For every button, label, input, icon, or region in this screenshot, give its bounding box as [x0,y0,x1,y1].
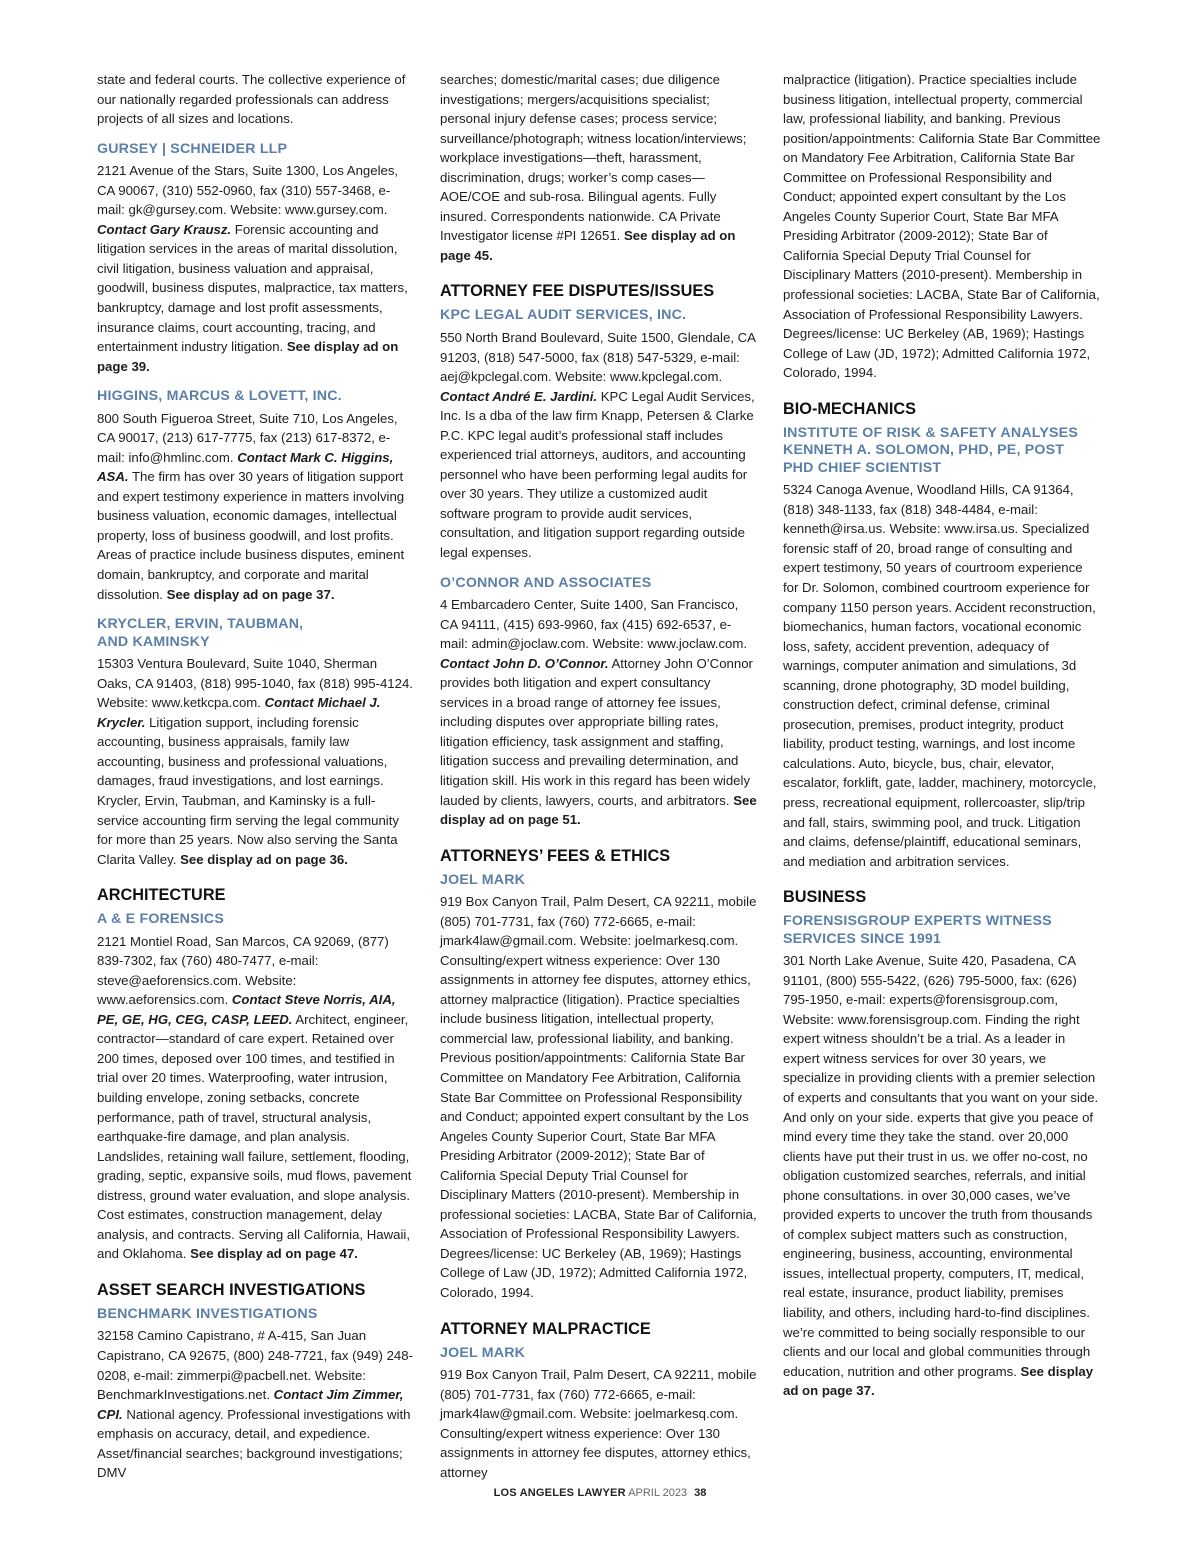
display-ad-reference: See display ad on page 51. [440,792,757,828]
listing-text: 5324 Canoga Avenue, Woodland Hills, CA 91364, (818) 348-1133, fax (818) 348-4484, e-mail: kenneth@irsa.us. Website: www.irsa.us. Specialized forensic staff of 20, broad range of consulting and expert testimony, 50 years of courtroom experience for Dr. Solomon, combined courtroom experience for company 1150 person years. Accident reconstruction, biomechanics, human factors, vocational economic loss, safety, accident prevention, adequacy of warnings, computer animation and simulations, 3d scanning, drone photography, 3D model building, construction defect, criminal defense, criminal prosecution, premises, product integrity, product liability, product testing, warnings, and lost income calculations. Auto, bicycle, bus, chair, elevator, escalator, forklift, gate, ladder, machinery, motorcycle, press, recreational equipment, rollercoaster, slip/trip and fall, stairs, swimming pool, and truck. Litigation and claims, defense/plaintiff, educational seminars, and mediation and arbitration services. [783,482,1097,869]
listing-entry [97,911,415,1264]
listing-contact: Contact John D. O’Connor. [440,655,609,671]
display-ad-reference: See display ad on page 36. [180,851,348,867]
listing-name: A & E FORENSICS [97,911,225,928]
listing-name: JOEL MARK [440,1344,526,1361]
listing-name: HIGGINS, MARCUS & LOVETT, INC. [97,388,342,405]
listing-entry [97,616,415,869]
section-heading: ASSET SEARCH INVESTIGATIONS [97,1280,366,1299]
listing-contact: Contact Michael J. Krycler. [97,695,381,730]
column-2 [440,70,758,1482]
listing-text: 2121 Avenue of the Stars, Suite 1300, Los Angeles, CA 90067, (310) 552-0960, fax (310) 557-3468, e-mail: gk@gursey.com. Website: www.gursey.com. Contact Gary Krausz. Forensic accounting and litigation services in the areas of marital dissolution, civil litigation, business valuation and appraisal, goodwill, business disputes, malpractice, tax matters, bankruptcy, damage and lost profit assessments, insurance claims, court accounting, tracing, and entertainment industry litigation. See display ad on page 39. [97,163,408,374]
listing-text: 301 North Lake Avenue, Suite 420, Pasadena, CA 91101, (800) 555-5422, (626) 795-5000, fax: (626) 795-1950, e-mail: experts@forensisgroup.com, Website: www.forensisgroup.com. Finding the right expert witness shouldn’t be a trial. As a leader in expert witness services for over 30 years, we specialize in providing clients with a premier selection of experts and consultants that you want on your side. And only on your side. experts that give you peace of mind every time they take the stand. over 20,000 clients have put their trust in us. we offer no-cost, no obligation customized searches, referrals, and initial phone consultations. in over 30,000 cases, we’ve provided experts to uncover the truth from thousands of complex subject matters such as construction, engineering, business, accounting, environmental issues, intellectual property, computers, IT, medical, real estate, insurance, product liability, premises liability, and others, including hard-to-find disciplines. we’re committed to being socially responsible to our clients and our local and global communities through education, nutrition and other programs. See display ad on page 37. [783,953,1099,1399]
listing-name: GURSEY | SCHNEIDER LLP [97,140,288,157]
listing-entry [440,307,758,562]
listing-entry [440,1345,758,1483]
listing-text: 15303 Ventura Boulevard, Suite 1040, Sherman Oaks, CA 91403, (818) 995-1040, fax (818) 995-4124. Website: www.ketkcpa.com. Contact Michael J. Krycler. Litigation support, including forensic accounting, business appraisals, family law accounting, business and professional valuations, damages, fraud investigations, and lost earnings. Krycler, Ervin, Taubman, and Kaminsky is a full-service accounting firm serving the legal community for more than 25 years. Now also serving the Santa Clarita Valley. See display ad on page 36. [97,656,413,867]
listing-contact: Contact Steve Norris, AIA, PE, GE, HG, CEG, CASP, LEED. [97,992,396,1027]
listing-contact: Contact Jim Zimmer, CPI. [97,1387,404,1422]
listing-text: 919 Box Canyon Trail, Palm Desert, CA 92211, mobile (805) 701-7731, fax (760) 772-6665, e-mail: jmark4law@gmail.com. Website: joelmarkesq.com. Consulting/expert witness experience: Over 130 assignments in attorney fee disputes, attorney ethics, attorney [440,1367,757,1480]
section-heading: ATTORNEY FEE DISPUTES/ISSUES [440,282,715,301]
page-footer [0,1487,1200,1499]
listing-name: KPC LEGAL AUDIT SERVICES, INC. [440,307,687,324]
column-1 [97,70,415,1483]
listing-entry [783,425,1101,871]
listing-entry [440,872,758,1303]
display-ad-reference: See display ad on page 45. [440,228,736,263]
listing-name: FORENSISGROUP EXPERTS WITNESS SERVICES SINCE 1991 [783,913,1052,947]
listing-text: 32158 Camino Capistrano, # A-415, San Juan Capistrano, CA 92675, (800) 248-7721, fax (949) 248-0208, e-mail: zimmerpi@pacbell.net. Website: BenchmarkInvestigations.net. Contact Jim Zimmer, CPI. National agency. Professional investigations with emphasis on accuracy, detail, and expedience. Asset/financial searches; background investigations; DMV [97,1328,413,1481]
issue-date: APRIL 2023 [628,1487,688,1499]
listing-name: O’CONNOR AND ASSOCIATES [440,574,652,591]
listing-contact: Contact Gary Krausz. [97,221,232,237]
listing-text: 2121 Montiel Road, San Marcos, CA 92069, (877) 839-7302, fax (760) 480-7477, e-mail: steve@aeforensics.com. Website: www.aeforensics.com. Contact Steve Norris, AIA, PE, GE, HG, CEG, CASP, LEED. Architect, engineer, contractor—standard of care expert. Retained over 200 times, deposed over 100 times, and testified in trial over 20 times. Waterproofing, water intrusion, building envelope, zoning setbacks, concrete performance, path of travel, structural analysis, earthquake-fire damage, and plan analysis. Landslides, retaining wall failure, settlement, flooding, grading, septic, expansive soils, mud flows, pavement distress, ground water evaluation, and slope analysis. Cost estimates, construction management, delay analysis, and contracts. Serving all California, Hawaii, and Oklahoma. See display ad on page 47. [97,933,412,1262]
section-heading: BIO-MECHANICS [783,399,916,418]
listing-entry [440,575,758,830]
listing-contact: Contact André E. Jardini. [440,388,598,404]
listing-text: 800 South Figueroa Street, Suite 710, Los Angeles, CA 90017, (213) 617-7775, fax (213) 617-8372, e-mail: info@hmlinc.com. Contact Mark C. Higgins, ASA. The firm has over 30 years of litigation support and expert testimony experience in matters involving business valuation, economic damages, intellectual property, loss of business goodwill, and lost profits. Areas of practice include business disputes, eminent domain, bankruptcy, and corporate and marital dissolution. See display ad on page 37. [97,410,405,602]
display-ad-reference: See display ad on page 47. [190,1246,358,1262]
page-number: 38 [694,1487,707,1499]
listing-text: 919 Box Canyon Trail, Palm Desert, CA 92211, mobile (805) 701-7731, fax (760) 772-6665, e-mail: jmark4law@gmail.com. Website: joelmarkesq.com. Consulting/expert witness experience: Over 130 assignments in attorney fee disputes, attorney ethics, attorney malpractice (litigation). Practice specialties include business litigation, intellectual property, commercial law, professional liability, and banking. Previous position/appointments: California State Bar Committee on Mandatory Fee Arbitration, California State Bar Committee on Professional Responsibility and Conduct; appointed expert consultant by the Los Angeles County Superior Court, State Bar MFA Presiding Arbitrator (2009-2012); State Bar of California Special Deputy Trial Counsel for Disciplinary Matters (2010-present). Membership in professional societies: LACBA, State Bar of California, Association of Professional Responsibility Lawyers. Degrees/license: UC Berkeley (AB, 1969); Hastings College of Law (JD, 1972); Admitted California 1972, Colorado, 1994. [440,894,757,1301]
listing-name: KRYCLER, ERVIN, TAUBMAN, AND KAMINSKY [97,616,304,650]
publication-name: LOS ANGELES LAWYER [493,1487,626,1499]
continued-text: searches; domestic/marital cases; due diligence investigations; mergers/acquisitions specialist; personal injury defense cases; process service; surveillance/photograph; witness location/interviews; workplace investigations—theft, harassment, discrimination, drugs; worker’s comp cases—AOE/COE and sub-rosa. Bilingual agents. Fully insured. Correspondents nationwide. CA Private Investigator license #PI 12651. See display ad on page 45. [440,72,747,263]
display-ad-reference: See display ad on page 37. [783,1363,1094,1399]
listing-entry [97,388,415,604]
section-heading: ATTORNEYS’ FEES & ETHICS [440,846,671,865]
display-ad-reference: See display ad on page 39. [97,339,399,374]
listing-text: 550 North Brand Boulevard, Suite 1500, Glendale, CA 91203, (818) 547-5000, fax (818) 547-5329, e-mail: aej@kpclegal.com. Website: www.kpclegal.com. Contact André E. Jardini. KPC Legal Audit Services, Inc. Is a dba of the law firm Knapp, Petersen & Clarke P.C. KPC legal audit’s professional staff includes experienced trial attorneys, auditors, and accounting personnel who have been performing legal audits for over 30 years. They utilize a customized audit software program to provide audit services, consultation, and litigation support regarding outside legal expenses. [440,329,756,560]
continued-text: malpractice (litigation). Practice specialties include business litigation, intellectual property, commercial law, professional liability, and banking. Previous position/appointments: California State Bar Committee on Mandatory Fee Arbitration, California State Bar Committee on Professional Responsibility and Conduct; appointed expert consultant by the Los Angeles County Superior Court, State Bar MFA Presiding Arbitrator (2009-2012); State Bar of California Special Deputy Trial Counsel for Disciplinary Matters (2010-present). Membership in professional societies: LACBA, State Bar of California, Association of Professional Responsibility Lawyers. Degrees/license: UC Berkeley (AB, 1969); Hastings College of Law (JD, 1972); Admitted California 1972, Colorado, 1994. [783,72,1101,381]
listing-name: INSTITUTE OF RISK & SAFETY ANALYSES KENNETH A. SOLOMON, PHD, PE, POST PHD CHIEF SCIENTIST [783,424,1078,476]
listing-name: JOEL MARK [440,871,526,888]
listing-name: BENCHMARK INVESTIGATIONS [97,1305,318,1322]
listing-contact: Contact Mark C. Higgins, ASA. [97,449,394,485]
listing-entry [783,913,1101,1401]
section-heading: BUSINESS [783,888,867,907]
continued-text: state and federal courts. The collective experience of our nationally regarded professionals can address projects of all sizes and locations. [97,72,406,127]
section-heading: ARCHITECTURE [97,886,226,905]
listing-text: 4 Embarcadero Center, Suite 1400, San Francisco, CA 94111, (415) 693-9960, fax (415) 692-6537, e-mail: admin@joclaw.com. Website: www.joclaw.com. Contact John D. O’Connor. Attorney John O’Connor provides both litigation and expert consultancy services in a broad range of attorney fee issues, including disputes over appropriate billing rates, litigation efficiency, task assignment and staffing, litigation success and prevailing determination, and litigation skill. His work in this regard has been widely lauded by clients, lawyers, courts, and arbitrators. See display ad on page 51. [440,597,757,828]
display-ad-reference: See display ad on page 37. [166,586,335,602]
listing-entry [97,1306,415,1483]
listing-entry [97,141,415,377]
column-3 [783,70,1101,1401]
section-heading: ATTORNEY MALPRACTICE [440,1319,651,1338]
